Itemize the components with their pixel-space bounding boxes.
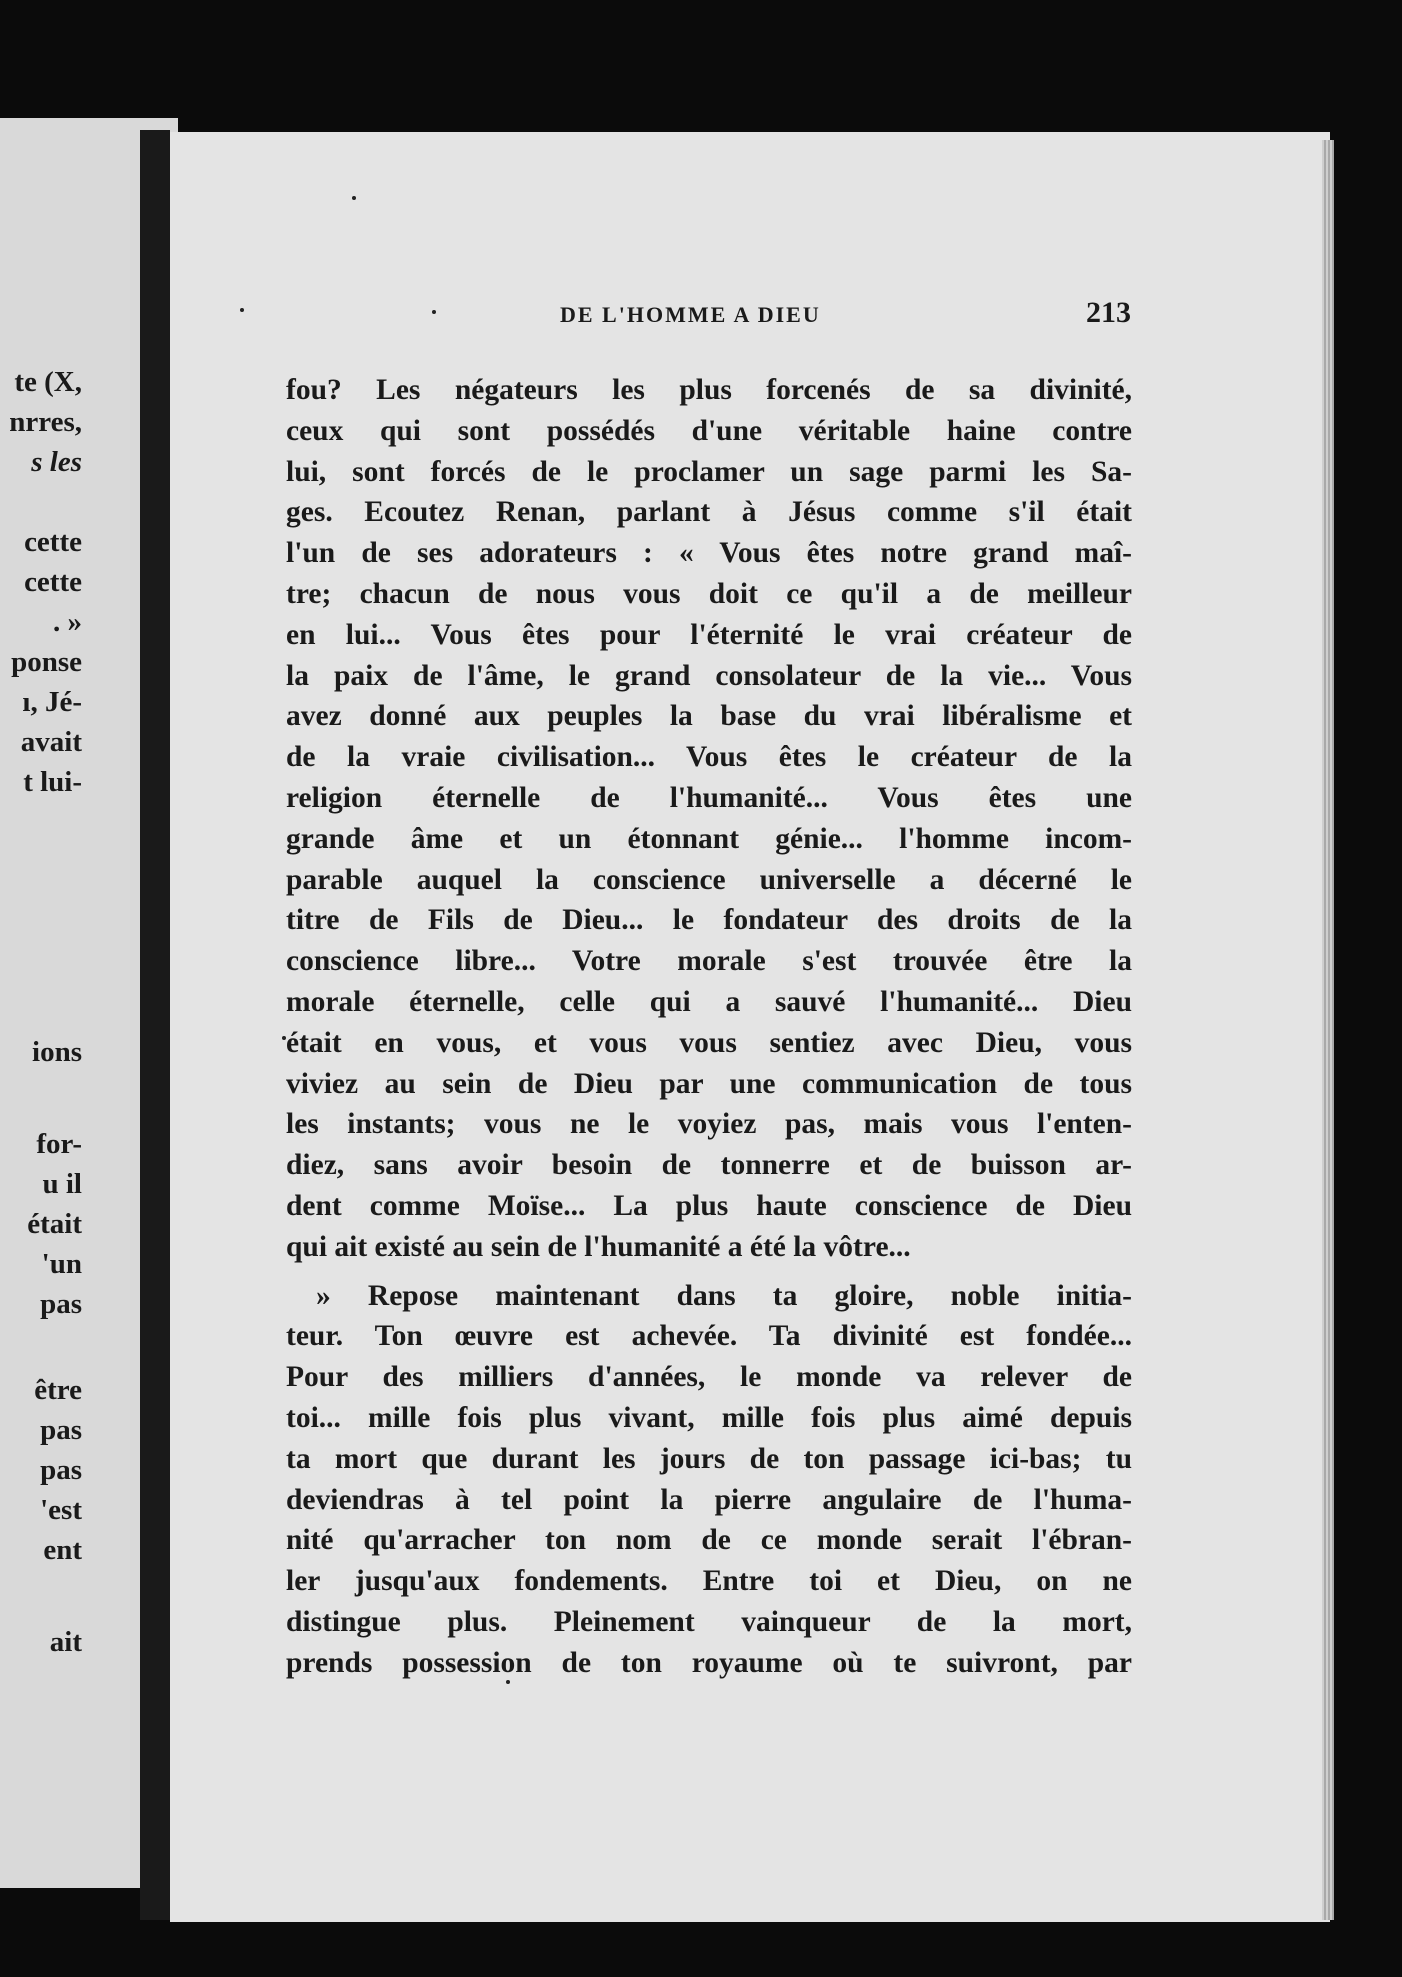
paragraph-2: [286, 1276, 1132, 1684]
left-page-fragment: pas: [40, 1414, 82, 1446]
text-line: tre; chacun de nous vous doit ce qu'il a de meilleur: [286, 577, 1132, 610]
scan-speck: [352, 196, 356, 200]
left-page-fragment: ı, Jé-: [22, 686, 82, 718]
text-line: » Repose maintenant dans ta gloire, noble initia-: [316, 1279, 1132, 1312]
left-page-fragment: ions: [32, 1036, 82, 1068]
text-line: ler jusqu'aux fondements. Entre toi et Dieu, on ne: [286, 1565, 1132, 1598]
text-line: diez, sans avoir besoin de tonnerre et de buisson ar-: [286, 1149, 1132, 1182]
text-line: morale éternelle, celle qui a sauvé l'humanité... Dieu: [286, 985, 1132, 1018]
text-line: titre de Fils de Dieu... le fondateur des droits de la: [286, 904, 1132, 937]
page-body-text: [286, 370, 1132, 1684]
scan-speck: [240, 308, 244, 312]
text-line: les instants; vous ne le voyiez pas, mais vous l'enten-: [286, 1108, 1132, 1141]
text-line: parable auquel la conscience universelle a décerné le: [286, 863, 1132, 896]
text-line: deviendras à tel point la pierre angulaire de l'huma-: [286, 1483, 1132, 1516]
text-line: ges. Ecoutez Renan, parlant à Jésus comme s'il était: [286, 496, 1132, 529]
left-page-fragment: nrres,: [9, 406, 82, 438]
text-line: distingue plus. Pleinement vainqueur de la mort,: [286, 1605, 1132, 1638]
scan-speck: [432, 310, 436, 314]
scan-speck: [506, 1680, 510, 1684]
left-page-fragment: pas: [40, 1454, 82, 1486]
text-line: ta mort que durant les jours de ton passage ici-bas; tu: [286, 1442, 1132, 1475]
text-line: était en vous, et vous vous sentiez avec Dieu, vous: [286, 1026, 1132, 1059]
left-page-fragment: avait: [20, 726, 82, 758]
text-line: de la vraie civilisation... Vous êtes le créateur de la: [286, 741, 1132, 774]
page-number: 213: [1086, 296, 1131, 329]
left-page-fragment: cette: [24, 526, 82, 558]
left-page-fragment: 'un: [41, 1248, 82, 1280]
running-head: DE L'HOMME A DIEU: [560, 302, 821, 327]
left-page-fragment: pas: [40, 1288, 82, 1320]
text-line: nité qu'arracher ton nom de ce monde serait l'ébran-: [286, 1524, 1132, 1557]
left-page-fragment: cette: [24, 566, 82, 598]
text-line: conscience libre... Votre morale s'est trouvée être la: [286, 945, 1132, 978]
left-page-fragment: te (X,: [14, 366, 82, 398]
text-line: qui ait existé au sein de l'humanité a été la vôtre...: [286, 1230, 911, 1263]
book-gutter: [140, 130, 170, 1920]
page-edge: [1322, 140, 1334, 1920]
scan-speck: [282, 1036, 286, 1040]
paragraph-1: [286, 370, 1132, 1268]
text-line: avez donné aux peuples la base du vrai libéralisme et: [286, 700, 1132, 733]
left-page-fragment: 'est: [40, 1494, 82, 1526]
text-line: ceux qui sont possédés d'une véritable haine contre: [286, 414, 1132, 447]
text-line: teur. Ton œuvre est achevée. Ta divinité est fondée...: [286, 1320, 1132, 1353]
text-line: Pour des milliers d'années, le monde va relever de: [286, 1361, 1132, 1394]
text-line: fou? Les négateurs les plus forcenés de sa divinité,: [286, 374, 1132, 406]
left-page-fragment: être: [34, 1374, 82, 1406]
left-page-fragment: était: [27, 1208, 82, 1240]
text-line: en lui... Vous êtes pour l'éternité le vrai créateur de: [286, 618, 1132, 651]
text-line: religion éternelle de l'humanité... Vous êtes une: [286, 781, 1132, 814]
text-line: l'un de ses adorateurs : « Vous êtes notre grand maî-: [286, 537, 1132, 570]
left-page-fragment: ent: [43, 1534, 82, 1566]
left-page-fragment: ponse: [11, 646, 82, 678]
left-page-fragment: s les: [31, 446, 82, 478]
left-page-fragment: for-: [36, 1128, 82, 1160]
text-line: toi... mille fois plus vivant, mille fois plus aimé depuis: [286, 1401, 1132, 1434]
text-line: la paix de l'âme, le grand consolateur de la vie... Vous: [286, 659, 1132, 692]
left-page-fragment: t lui-: [23, 766, 82, 798]
left-page-fragment: . »: [53, 606, 82, 638]
text-line: dent comme Moïse... La plus haute conscience de Dieu: [286, 1189, 1132, 1222]
left-page-fragment: ait: [49, 1626, 82, 1658]
text-line: lui, sont forcés de le proclamer un sage parmi les Sa-: [286, 455, 1132, 488]
text-line: prends possession de ton royaume où te suivront, par: [286, 1646, 1132, 1679]
left-page-fragment: u il: [42, 1168, 82, 1200]
text-line: grande âme et un étonnant génie... l'homme incom-: [286, 822, 1132, 855]
text-line: viviez au sein de Dieu par une communication de tous: [286, 1067, 1132, 1100]
